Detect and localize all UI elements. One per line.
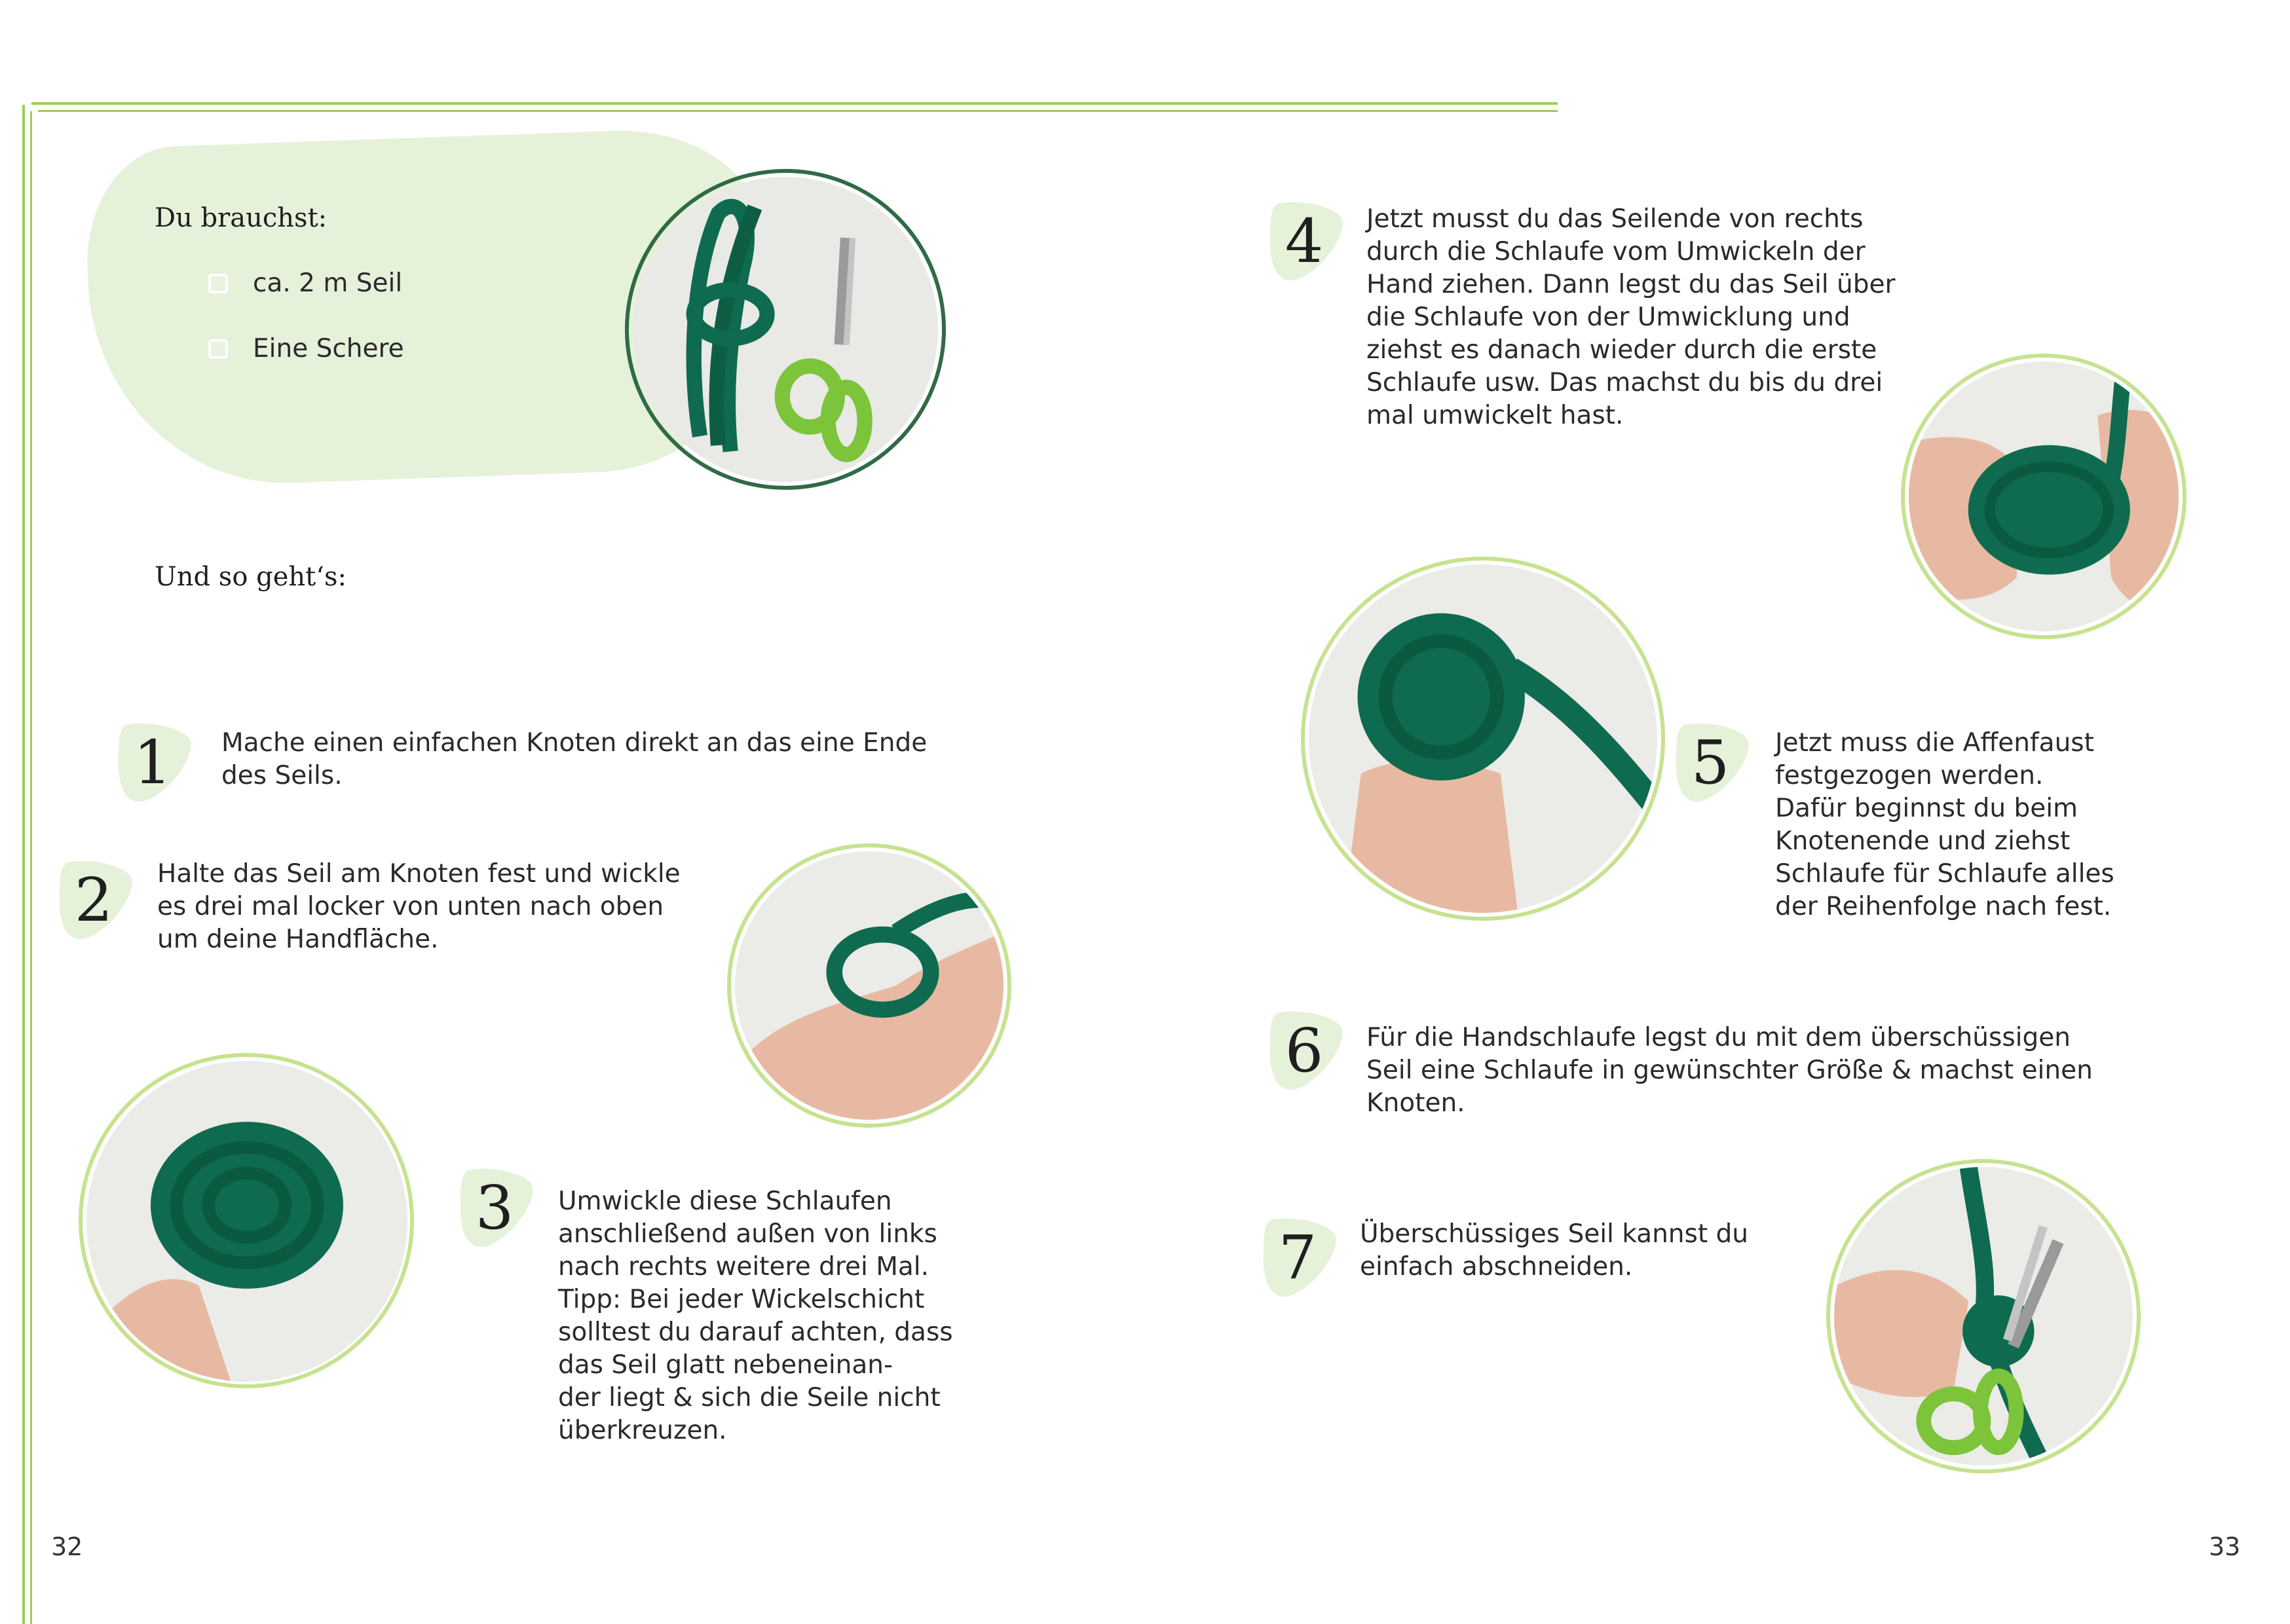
step-2-number: 2 [51, 858, 136, 943]
materials-heading: Du brauchst: [155, 203, 328, 233]
materials-photo [633, 177, 938, 482]
step-5-photo [1309, 564, 1657, 913]
frame-left-line-inner [30, 111, 32, 1624]
step-7-text: Überschüssiges Seil kannst du einfach abschneiden. [1360, 1219, 1748, 1282]
checkbox[interactable] [208, 339, 228, 359]
step-2-photo [735, 851, 1004, 1120]
frame-top-line [31, 102, 1558, 105]
page-number-left: 32 [51, 1532, 83, 1561]
step-3-number: 3 [452, 1166, 537, 1251]
material-item-rope [208, 268, 402, 298]
page-number-right: 33 [2209, 1532, 2241, 1561]
step-5-number: 5 [1668, 720, 1753, 805]
step-4-photo [1909, 361, 2179, 631]
step-4-text: Jetzt musst du das Seilende von rechts durch die Schlaufe vom Umwickeln der Hand ziehen. Dann legst du das Seil über die Schlaufe von der Umwicklung und ziehst es danach wieder durch die erste Schlaufe usw. Das machst du bis du drei mal umwickelt hast. [1366, 204, 1896, 430]
step-1-text: Mache einen einfachen Knoten direkt an das eine Ende des Seils. [221, 728, 928, 790]
checkbox[interactable] [208, 274, 228, 293]
step-3-text: Umwickle diese Schlaufen anschließend außen von links nach rechts weitere drei Mal. Tipp: Bei jeder Wickelschicht solltest du darauf achten, dass das Seil glatt nebeneinan- der liegt & sich die Seile nicht überkreuzen. [558, 1187, 953, 1445]
material-label: ca. 2 m Seil [253, 268, 403, 298]
step-7-number: 7 [1255, 1215, 1340, 1301]
step-3-photo [86, 1061, 407, 1382]
frame-top-line-inner [38, 110, 1558, 112]
material-label: Eine Schere [253, 334, 404, 363]
instructions-heading: Und so geht‘s: [155, 562, 347, 592]
step-6-number: 6 [1262, 1008, 1347, 1094]
step-4-number: 4 [1262, 199, 1347, 284]
step-1-number: 1 [110, 720, 195, 805]
step-2-text: Halte das Seil am Knoten fest und wickle es drei mal locker von unten nach oben um deine Handfläche. [157, 859, 681, 954]
material-item-scissors [208, 334, 404, 363]
step-5-text: Jetzt muss die Affenfaust festgezogen werden. Dafür beginnst du beim Knotenende und ziehst Schlaufe für Schlaufe alles der Reihenfolge nach fest. [1775, 728, 2114, 921]
frame-left-line [22, 105, 25, 1624]
step-6-text: Für die Handschlaufe legst du mit dem überschüssigen Seil eine Schlaufe in gewünschter Größe & machst einen Knoten. [1366, 1023, 2093, 1118]
step-7-photo [1834, 1167, 2133, 1466]
